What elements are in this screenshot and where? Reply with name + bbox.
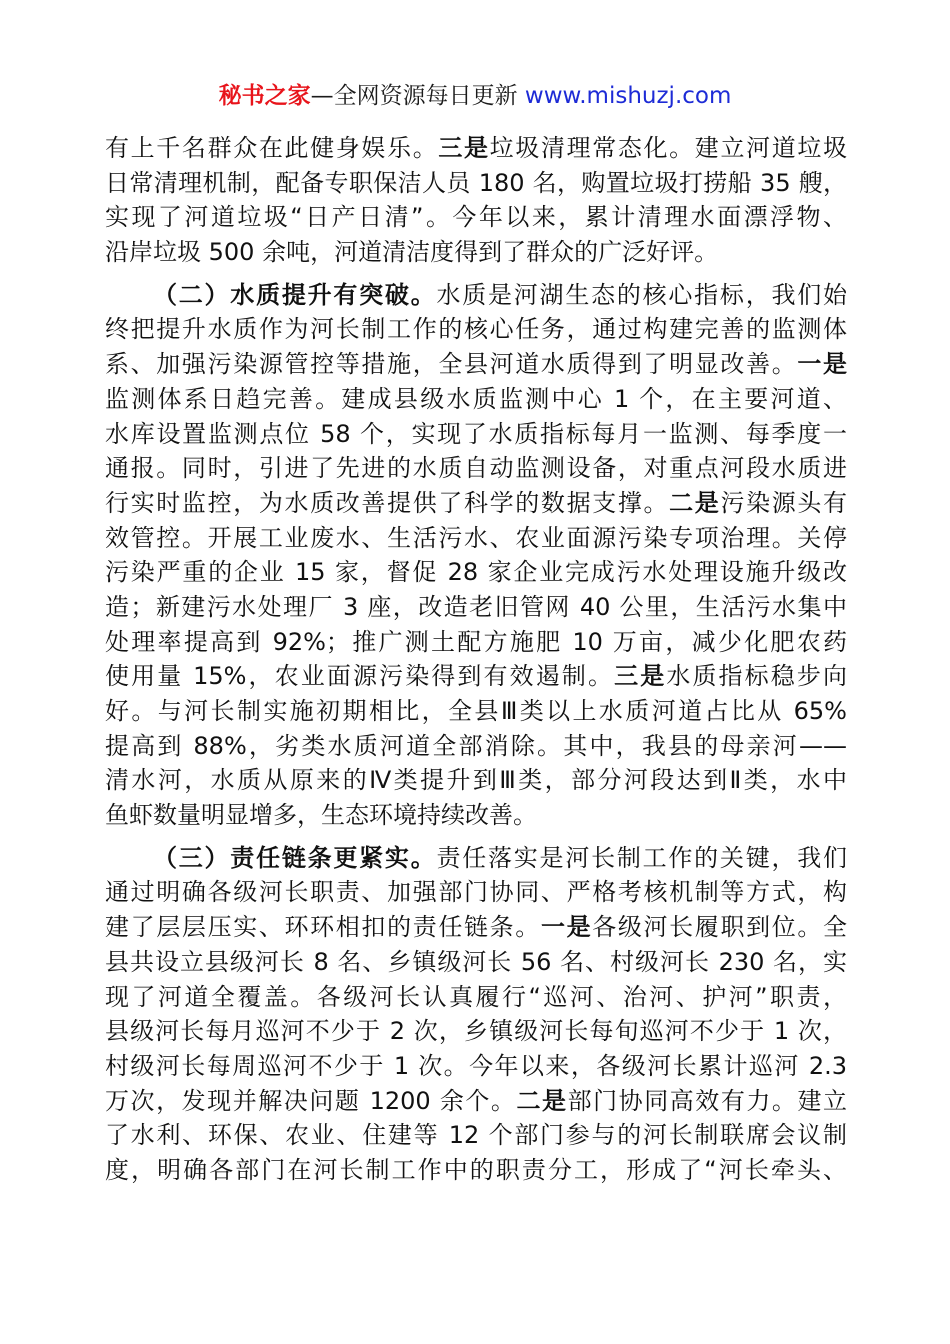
text-line (105, 694, 847, 729)
site-header (0, 80, 950, 112)
text-run: 使用量 15%，农业面源污染得到有效遏制。 (105, 662, 615, 691)
text-run: 万次，发现并解决问题 1200 余个。 (105, 1086, 517, 1115)
site-tagline: —全网资源每日更新 (310, 83, 518, 109)
text-run: 监测体系日趋完善。建成县级水质监测中心 1 个，在主要河道、 (105, 384, 847, 413)
site-url-link[interactable]: www.mishuzj.com (524, 83, 732, 109)
text-run: 造；新建污水处理厂 3 座，改造老旧管网 40 公里，生活污水集中 (105, 592, 847, 621)
text-line (105, 312, 847, 347)
text-line (105, 1084, 847, 1119)
text-run: 效管控。开展工业废水、生活污水、农业面源污染专项治理。关停 (105, 523, 847, 552)
text-run: 了水利、环保、农业、住建等 12 个部门参与的河长制联席会议制 (105, 1121, 847, 1150)
text-run: 垃圾清理常态化。建立河道垃圾 (489, 134, 848, 162)
text-run: 提高到 88%，劣类水质河道全部消除。其中，我县的母亲河—— (105, 731, 847, 760)
text-line (105, 278, 847, 313)
text-run: 鱼虾数量明显增多，生态环境持续改善。 (105, 801, 537, 830)
text-line (105, 841, 847, 876)
text-run: 沿岸垃圾 500 余吨，河道清洁度得到了群众的广泛好评。 (105, 238, 719, 267)
text-line (105, 200, 847, 235)
text-run-bold: 三是 (438, 134, 490, 162)
text-run: 清水河，水质从原来的Ⅳ类提升到Ⅲ类，部分河段达到Ⅱ类，水中 (105, 766, 847, 795)
text-run: 污染源头有 (720, 488, 848, 517)
text-line (105, 131, 847, 166)
document-body (105, 131, 847, 1188)
text-run-bold: 一是 (540, 913, 593, 942)
text-run: 好。与河长制实施初期相比，全县Ⅲ类以上水质河道占比从 65% (105, 697, 847, 725)
text-run: 通过明确各级河长职责、加强部门协同、严格考核机制等方式，构 (105, 878, 847, 907)
section-heading: （三）责任链条更紧实。 (153, 843, 437, 872)
text-line (105, 1118, 847, 1153)
text-run: 部门协同高效有力。建立 (567, 1086, 848, 1115)
text-run-bold: 二是 (516, 1086, 568, 1115)
text-run: 建了层层压实、环环相扣的责任链条。 (105, 913, 541, 942)
text-line (105, 590, 847, 625)
paragraph (105, 278, 847, 833)
text-line (105, 555, 847, 590)
text-run: 现了河道全覆盖。各级河长认真履行“巡河、治河、护河”职责， (105, 982, 847, 1011)
text-line (105, 486, 847, 521)
section-heading: （二）水质提升有突破。 (153, 280, 437, 309)
text-run: 村级河长每周巡河不少于 1 次。今年以来，各级河长累计巡河 2.3 (105, 1051, 847, 1080)
text-line (105, 980, 847, 1015)
text-line (105, 451, 847, 486)
text-run: 行实时监控，为水质改善提供了科学的数据支撑。 (105, 488, 670, 517)
text-run-bold: 二是 (669, 488, 721, 517)
text-run: 有上千名群众在此健身娱乐。 (105, 134, 439, 162)
text-run: 污染严重的企业 15 家，督促 28 家企业完成污水处理设施升级改 (105, 558, 847, 587)
text-run: 度，明确各部门在河长制工作中的职责分工，形成了“河长牵头、 (105, 1155, 847, 1184)
text-line (105, 625, 847, 660)
text-run: 各级河长履职到位。全 (592, 913, 848, 942)
paragraph (105, 131, 847, 270)
text-run: 水质是河湖生态的核心指标，我们始 (436, 280, 848, 309)
text-line (105, 1014, 847, 1049)
text-line (105, 945, 847, 980)
text-run: 系、加强污染源管控等措施，全县河道水质得到了明显改善。 (105, 350, 798, 379)
text-run: 终把提升水质作为河长制工作的核心任务，通过构建完善的监测体 (105, 315, 847, 344)
text-line (105, 910, 847, 945)
paragraph (105, 841, 847, 1188)
text-run: 水库设置监测点位 58 个，实现了水质指标每月一监测、每季度一 (105, 419, 847, 448)
text-line (105, 1153, 847, 1188)
text-run: 责任落实是河长制工作的关键，我们 (436, 843, 848, 872)
text-line (105, 798, 847, 833)
text-run: 实现了河道垃圾“日产日清”。今年以来，累计清理水面漂浮物、 (105, 203, 847, 232)
text-run: 通报。同时，引进了先进的水质自动监测设备，对重点河段水质进 (105, 454, 847, 483)
text-line (105, 235, 847, 270)
text-line (105, 1049, 847, 1084)
text-run: 县级河长每月巡河不少于 2 次，乡镇级河长每旬巡河不少于 1 次， (105, 1017, 847, 1046)
text-line (105, 763, 847, 798)
site-brand: 秘书之家 (218, 83, 311, 109)
text-run-bold: 三是 (614, 662, 667, 691)
text-line (105, 659, 847, 694)
text-line (105, 347, 847, 382)
text-line (105, 417, 847, 452)
text-run: 处理率提高到 92%；推广测土配方施肥 10 万亩，减少化肥农药 (105, 627, 847, 656)
text-line (105, 382, 847, 417)
text-line (105, 729, 847, 764)
text-run: 县共设立县级河长 8 名、乡镇级河长 56 名、村级河长 230 名，实 (105, 947, 847, 976)
text-run: 日常清理机制，配备专职保洁人员 180 名，购置垃圾打捞船 35 艘， (105, 168, 847, 197)
text-line (105, 166, 847, 201)
text-line (105, 521, 847, 556)
text-line (105, 875, 847, 910)
text-run-bold: 一是 (797, 350, 848, 379)
text-run: 水质指标稳步向 (666, 662, 847, 691)
